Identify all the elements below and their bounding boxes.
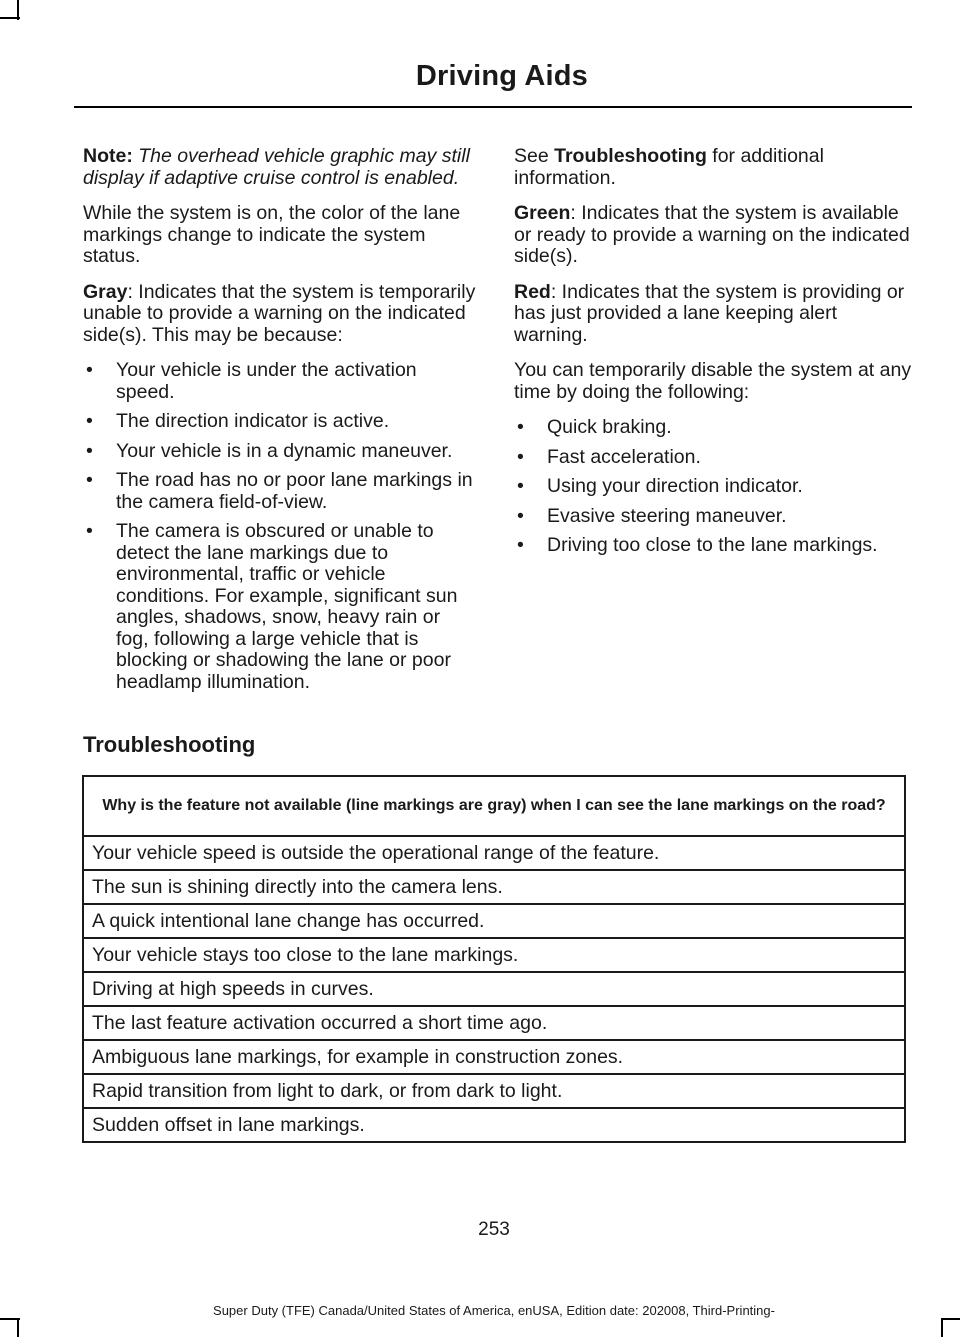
gray-reasons-list [83, 360, 478, 693]
disable-intro: You can temporarily disable the system at any time by doing the following: [514, 359, 912, 403]
see-post: for additional information. [514, 145, 824, 189]
intro-paragraph: While the system is on, the color of the lane markings change to indicate the system status. [83, 202, 461, 267]
note-paragraph [83, 146, 478, 189]
troubleshooting-table [82, 775, 906, 1143]
green-label: Green [514, 202, 571, 224]
see-paragraph [514, 146, 912, 189]
list-item: • The camera is obscured or unable to detect the lane markings due to environmental, traffic or vehicle conditions. For example, significant sun angles, shadows, snow, heavy rain or fog, following a large vehicle that is blocking or shadowing the lane or poor headlamp illumination. [83, 521, 478, 693]
right-column [514, 146, 912, 565]
gray-paragraph [83, 282, 478, 347]
troubleshooting-link[interactable]: Troubleshooting [554, 145, 707, 167]
table-row [83, 1108, 905, 1142]
green-paragraph [514, 203, 912, 268]
table-row [83, 938, 905, 972]
table-cell: The last feature activation occurred a short time ago. [83, 1006, 905, 1040]
note-text: The overhead vehicle graphic may still display if adaptive cruise control is enabled. [83, 145, 470, 189]
list-item: • Using your direction indicator. [514, 476, 912, 498]
crop-mark [941, 1318, 960, 1320]
list-item: • Your vehicle is under the activation speed. [83, 360, 478, 403]
red-label: Red [514, 280, 551, 303]
list-item: • The road has no or poor lane markings in the camera field-of-view. [83, 470, 478, 513]
crop-mark [17, 1318, 19, 1337]
table-cell: Rapid transition from light to dark, or from dark to light. [83, 1074, 905, 1108]
crop-mark [941, 1318, 943, 1337]
gray-text: : Indicates that the system is temporarily unable to provide a warning on the indicated side(s). This may be because: [83, 280, 476, 346]
footer-edition: Super Duty (TFE) Canada/United States of America, enUSA, Edition date: 202008, Third-Printing- [213, 1303, 775, 1318]
crop-mark [0, 1318, 20, 1320]
table-cell: The sun is shining directly into the camera lens. [83, 870, 905, 904]
list-item: • Quick braking. [514, 417, 912, 439]
table-cell: Sudden offset in lane markings. [83, 1108, 905, 1142]
table-row [83, 904, 905, 938]
table-cell: A quick intentional lane change has occurred. [83, 904, 905, 938]
table-row [83, 972, 905, 1006]
table-row [83, 1040, 905, 1074]
table-cell: Ambiguous lane markings, for example in construction zones. [83, 1040, 905, 1074]
crop-mark [0, 17, 20, 19]
red-paragraph [514, 282, 912, 347]
note-label: Note: [83, 145, 133, 167]
see-pre: See [514, 145, 555, 167]
table-row [83, 1006, 905, 1040]
table-row [83, 1074, 905, 1108]
table-cell: Your vehicle stays too close to the lane markings. [83, 938, 905, 972]
section-heading: Troubleshooting [83, 732, 256, 757]
table-cell: Your vehicle speed is outside the operational range of the feature. [83, 836, 905, 870]
list-item: • Fast acceleration. [514, 447, 912, 469]
table-row [83, 836, 905, 870]
list-item: • The direction indicator is active. [83, 411, 478, 433]
table-header-row [83, 776, 905, 836]
red-text: : Indicates that the system is providing or has just provided a lane keeping alert warning. [514, 280, 905, 346]
green-text: : Indicates that the system is available or ready to provide a warning on the indicated side(s). [514, 202, 910, 267]
header-divider [74, 106, 912, 108]
table-question: Why is the feature not available (line markings are gray) when I can see the lane markings on the road? [83, 776, 905, 836]
table-row [83, 870, 905, 904]
left-column [83, 146, 478, 701]
list-item: • Your vehicle is in a dynamic maneuver. [83, 441, 478, 463]
list-item: • Driving too close to the lane markings. [514, 535, 912, 557]
disable-actions-list [514, 417, 912, 557]
page-number: 253 [478, 1219, 510, 1240]
gray-label: Gray [83, 280, 128, 303]
table-cell: Driving at high speeds in curves. [83, 972, 905, 1006]
list-item: • Evasive steering maneuver. [514, 506, 912, 528]
page-title: Driving Aids [415, 60, 588, 92]
